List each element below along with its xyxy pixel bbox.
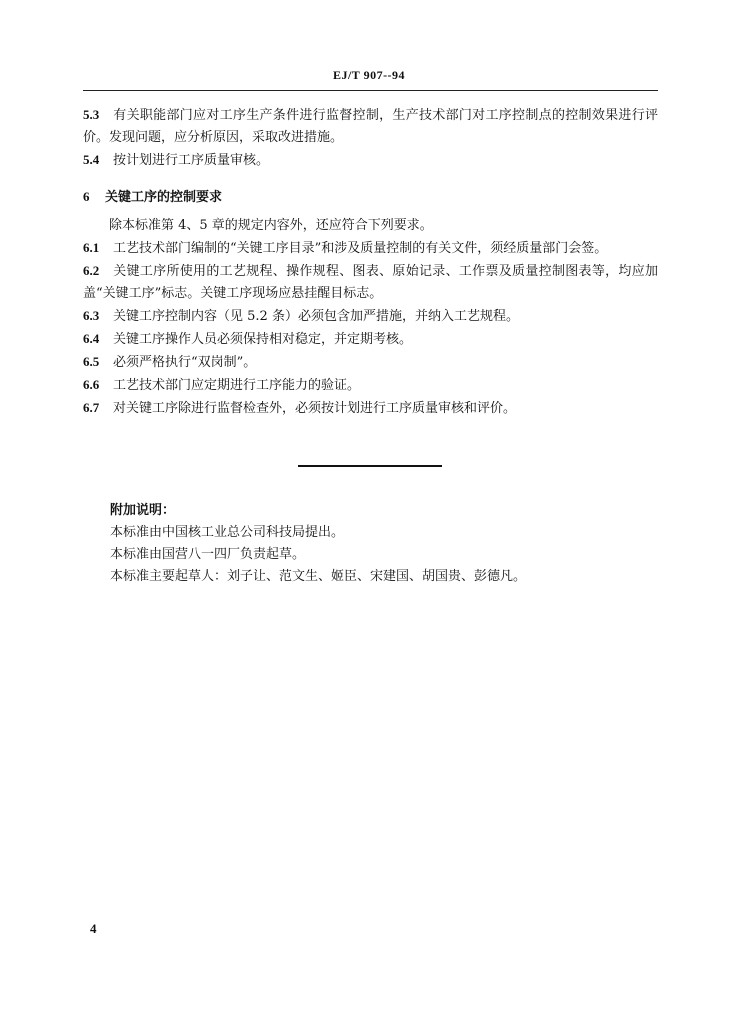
- clause-text: 关键工序操作人员必须保持相对稳定，并定期考核。: [113, 332, 413, 347]
- appendix-notes: [110, 500, 658, 588]
- end-of-text-rule: [298, 465, 442, 467]
- clause-number: 6.3: [83, 308, 100, 323]
- clause-number: 6.1: [83, 240, 100, 255]
- appendix-line: 本标准由国营八一四厂负责起草。: [110, 547, 306, 562]
- clause-6-6: [83, 374, 658, 397]
- clause-text: 关键工序控制内容（见 5.2 条）必须包含加严措施，并纳入工艺规程。: [113, 309, 519, 324]
- clause-text: 有关职能部门应对工序生产条件进行监督控制，生产技术部门对工序控制点的控制效果进行评价。发现问题，应分析原因，采取改进措施。: [83, 108, 658, 145]
- header-rule: [83, 90, 658, 91]
- section-6-intro: 除本标准第 4、5 章的规定内容外，还应符合下列要求。: [109, 218, 433, 233]
- clause-text: 对关键工序除进行监督检查外，必须按计划进行工序质量审核和评价。: [113, 401, 517, 416]
- clause-number: 5.4: [83, 152, 100, 167]
- clause-number: 6.2: [83, 263, 100, 278]
- standard-code-header: EJ/T 907--94: [332, 68, 406, 82]
- document-body: [83, 104, 658, 420]
- section-title: 关键工序的控制要求: [105, 190, 223, 205]
- clause-6-2: [83, 260, 658, 305]
- clause-6-3: [83, 305, 658, 328]
- clause-text: 关键工序所使用的工艺规程、操作规程、图表、原始记录、工作票及质量控制图表等，均应加盖“关键工序”标志。关键工序现场应悬挂醒目标志。: [83, 264, 658, 301]
- appendix-title: 附加说明：: [110, 503, 176, 518]
- clause-number: 6.6: [83, 377, 100, 392]
- clause-text: 按计划进行工序质量审核。: [113, 153, 270, 168]
- section-number: 6: [83, 189, 90, 204]
- page-number: 4: [90, 921, 97, 936]
- clause-text: 工艺技术部门应定期进行工序能力的验证。: [113, 378, 361, 393]
- clause-6-5: [83, 351, 658, 374]
- appendix-line: 本标准由中国核工业总公司科技局提出。: [110, 525, 345, 540]
- clause-text: 工艺技术部门编制的“关键工序目录”和涉及质量控制的有关文件，须经质量部门会签。: [113, 241, 608, 256]
- clause-6-1: [83, 237, 658, 260]
- section-6-heading: [83, 186, 658, 209]
- clause-number: 6.4: [83, 331, 100, 346]
- appendix-line: 本标准主要起草人：刘子让、范文生、姬臣、宋建国、胡国贵、彭德凡。: [110, 569, 527, 584]
- clause-5-3: [83, 104, 658, 149]
- clause-number: 6.7: [83, 400, 100, 415]
- clause-number: 6.5: [83, 354, 100, 369]
- clause-6-4: [83, 328, 658, 351]
- clause-text: 必须严格执行“双岗制”。: [113, 355, 257, 370]
- clause-5-4: [83, 149, 658, 172]
- clause-6-7: [83, 397, 658, 420]
- clause-number: 5.3: [83, 107, 100, 122]
